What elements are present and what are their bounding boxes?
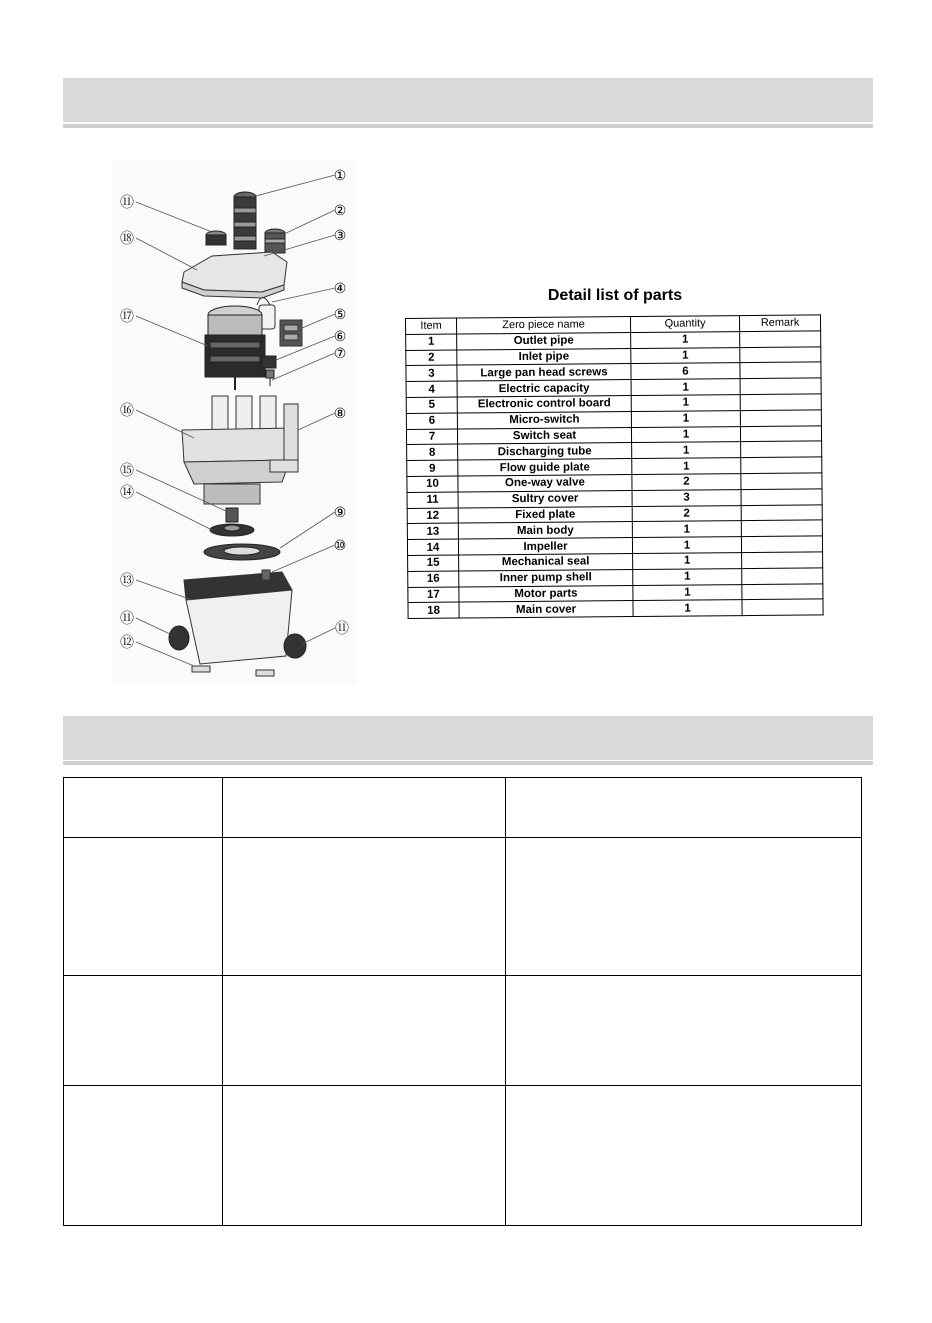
parts-cell-quantity: 1 <box>633 600 742 617</box>
callout-15: ⑮ <box>120 463 134 479</box>
parts-cell-remark <box>740 378 821 395</box>
parts-cell-remark <box>742 568 823 585</box>
parts-cell-item: 14 <box>407 539 458 555</box>
callout-3: ③ <box>333 228 347 244</box>
part-outlet-pipe <box>234 192 256 249</box>
parts-cell-item: 2 <box>406 350 457 366</box>
callout-11-right: ⑪ <box>335 621 349 637</box>
parts-cell-remark <box>741 520 822 537</box>
parts-cell-item: 15 <box>408 555 459 571</box>
parts-cell-remark <box>740 362 821 379</box>
parts-cell-quantity: 1 <box>631 426 740 443</box>
parts-cell-item: 1 <box>406 334 457 350</box>
section-banner-bottom <box>63 716 873 760</box>
callout-1: ① <box>333 168 347 184</box>
callout-16: ⑯ <box>120 403 134 419</box>
section-rule-top <box>63 124 873 128</box>
parts-cell-item: 6 <box>406 413 457 429</box>
part-main-body <box>184 570 292 664</box>
parts-cell-remark <box>741 441 822 458</box>
parts-cell-item: 5 <box>406 397 457 413</box>
parts-cell-name: Main body <box>458 522 632 539</box>
parts-cell-remark <box>740 425 821 442</box>
callout-4: ④ <box>333 281 347 297</box>
parts-cell-remark <box>741 504 822 521</box>
parts-cell-item: 18 <box>408 602 459 618</box>
callout-6: ⑥ <box>333 329 347 345</box>
part-inlet-pipe <box>265 229 285 253</box>
parts-cell-quantity: 1 <box>631 379 740 396</box>
header-item: Item <box>406 318 457 334</box>
callout-10: ⑩ <box>333 538 347 554</box>
parts-cell-remark <box>742 583 823 600</box>
parts-cell-remark <box>740 410 821 427</box>
parts-cell-name: Electric capacity <box>457 380 631 397</box>
callout-12: ⑫ <box>120 635 134 651</box>
parts-cell-item: 12 <box>407 508 458 524</box>
parts-cell-remark <box>741 473 822 490</box>
parts-cell-quantity: 3 <box>632 489 741 506</box>
parts-cell-name: Electronic control board <box>457 396 631 413</box>
parts-cell-name: Micro-switch <box>457 411 631 428</box>
parts-cell-quantity: 1 <box>632 521 741 538</box>
parts-cell-item: 7 <box>406 429 457 445</box>
parts-cell-name: Discharging tube <box>458 443 632 460</box>
parts-cell-quantity: 1 <box>632 458 741 475</box>
callout-7: ⑦ <box>333 346 347 362</box>
callout-14: ⑭ <box>120 485 134 501</box>
parts-cell-name: Flow guide plate <box>458 459 632 476</box>
table-cell <box>223 778 506 838</box>
parts-cell-remark <box>741 536 822 553</box>
parts-cell-item: 4 <box>406 381 457 397</box>
parts-cell-quantity: 2 <box>632 474 741 491</box>
table-cell <box>64 778 223 838</box>
parts-cell-quantity: 1 <box>631 410 740 427</box>
table-row <box>64 778 862 838</box>
callout-9: ⑨ <box>333 505 347 521</box>
parts-cell-item: 3 <box>406 365 457 381</box>
table-cell <box>64 838 223 976</box>
callout-18: ⑱ <box>120 231 134 247</box>
section-rule-bottom <box>63 761 873 765</box>
parts-cell-name: One-way valve <box>458 474 632 491</box>
parts-cell-quantity: 1 <box>633 568 742 585</box>
part-mechanical-seal <box>226 508 238 522</box>
parts-cell-item: 16 <box>408 571 459 587</box>
parts-cell-name: Mechanical seal <box>459 553 633 570</box>
parts-cell-name: Inlet pipe <box>457 348 631 365</box>
parts-cell-quantity: 1 <box>631 347 740 364</box>
parts-cell-name: Sultry cover <box>458 490 632 507</box>
parts-cell-item: 8 <box>407 444 458 460</box>
parts-cell-name: Large pan head screws <box>457 364 631 381</box>
section-banner-top <box>63 78 873 122</box>
callout-11-top: ⑪ <box>120 195 134 211</box>
parts-cell-name: Impeller <box>458 538 632 555</box>
parts-cell-item: 11 <box>407 492 458 508</box>
exploded-parts-diagram <box>112 160 357 685</box>
part-impeller <box>210 524 254 536</box>
part-motor <box>205 306 265 390</box>
parts-cell-quantity: 1 <box>632 442 741 459</box>
parts-cell-quantity: 1 <box>632 537 741 554</box>
parts-cell-item: 17 <box>408 587 459 603</box>
part-flow-guide-plate <box>204 544 280 560</box>
parts-cell-item: 13 <box>407 523 458 539</box>
part-sultry-cover-top <box>206 231 226 245</box>
header-quantity: Quantity <box>630 316 739 333</box>
parts-cell-remark <box>740 331 821 348</box>
parts-cell-quantity: 2 <box>632 505 741 522</box>
table-row <box>64 838 862 976</box>
header-remark: Remark <box>739 315 820 332</box>
parts-cell-remark <box>740 346 821 363</box>
callout-2: ② <box>333 203 347 219</box>
parts-list-title: Detail list of parts <box>547 287 683 304</box>
parts-cell-quantity: 1 <box>631 331 740 348</box>
parts-cell-name: Motor parts <box>459 585 633 602</box>
parts-cell-name: Switch seat <box>457 427 631 444</box>
part-control-board <box>280 320 302 346</box>
table-row <box>64 1086 862 1226</box>
table-cell <box>223 1086 506 1226</box>
parts-cell-remark <box>742 552 823 569</box>
table-cell <box>64 976 223 1086</box>
table-row <box>64 976 862 1086</box>
parts-cell-quantity: 1 <box>633 553 742 570</box>
table-cell <box>506 838 862 976</box>
table-cell <box>223 838 506 976</box>
table-cell <box>506 1086 862 1226</box>
parts-cell-quantity: 6 <box>631 363 740 380</box>
parts-cell-quantity: 1 <box>633 584 742 601</box>
parts-cell-name: Fixed plate <box>458 506 632 523</box>
table-cell <box>506 976 862 1086</box>
table-cell <box>223 976 506 1086</box>
parts-cell-item: 10 <box>407 476 458 492</box>
parts-cell-item: 9 <box>407 460 458 476</box>
parts-list-table <box>405 314 824 619</box>
callout-13: ⑬ <box>120 573 134 589</box>
troubleshooting-table <box>63 777 862 1226</box>
table-cell <box>64 1086 223 1226</box>
parts-cell-remark <box>742 599 823 616</box>
callout-11-left: ⑪ <box>120 611 134 627</box>
parts-row <box>408 599 823 618</box>
parts-cell-name: Outlet pipe <box>457 332 631 349</box>
callout-17: ⑰ <box>120 309 134 325</box>
parts-cell-name: Inner pump shell <box>459 569 633 586</box>
table-cell <box>506 778 862 838</box>
header-name: Zero piece name <box>457 317 631 334</box>
parts-cell-name: Main cover <box>459 601 633 618</box>
callout-5: ⑤ <box>333 307 347 323</box>
parts-cell-remark <box>740 394 821 411</box>
parts-cell-quantity: 1 <box>631 395 740 412</box>
parts-cell-remark <box>741 457 822 474</box>
parts-cell-remark <box>741 489 822 506</box>
callout-8: ⑧ <box>333 406 347 422</box>
